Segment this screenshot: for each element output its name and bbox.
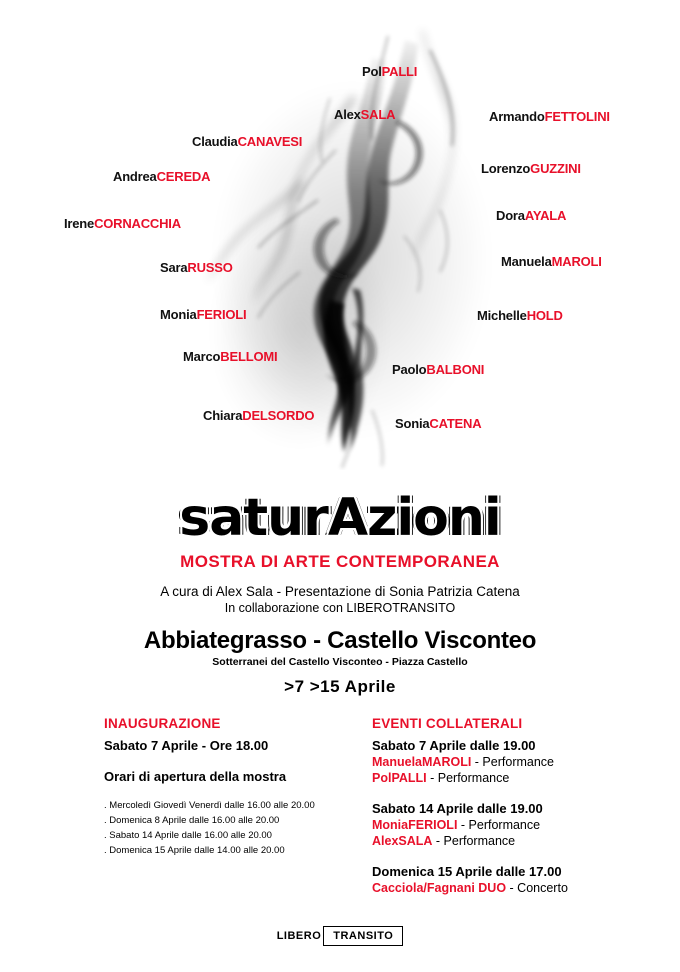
footer-logo-word-libero: LIBERO — [276, 930, 322, 942]
performer-first-name: Monia — [372, 818, 409, 832]
performer-first-name: Alex — [372, 834, 399, 848]
performer-role: - Performance — [457, 818, 541, 832]
artist-name — [362, 64, 417, 79]
artist-last-name: FERIOLI — [196, 307, 247, 322]
performer-role: - Performance — [426, 771, 510, 785]
artist-name — [160, 260, 233, 275]
main-title-wrap — [179, 488, 501, 548]
performer-last-name: MAROLI — [422, 755, 472, 769]
artist-last-name: CANAVESI — [237, 134, 303, 149]
artist-name — [481, 161, 581, 176]
opening-hours-item: . Domenica 15 Aprile dalle 14.00 alle 20.00 — [104, 845, 285, 856]
side-events-column — [372, 716, 652, 895]
artist-name — [183, 349, 277, 364]
event-performer — [372, 771, 652, 785]
artist-first-name: Paolo — [392, 362, 427, 377]
artist-name — [203, 408, 314, 423]
artist-last-name: GUZZINI — [530, 161, 581, 176]
artist-first-name: Andrea — [113, 169, 157, 184]
event-performer — [372, 755, 652, 769]
side-events-heading: EVENTI COLLATERALI — [372, 716, 523, 731]
artist-first-name: Claudia — [192, 134, 238, 149]
artist-name — [477, 308, 563, 323]
artist-last-name: CATENA — [429, 416, 482, 431]
artist-name — [392, 362, 484, 377]
smoke-illustration — [0, 0, 680, 470]
venue-address: Sotterranei del Castello Visconteo - Piazza Castello — [212, 656, 468, 668]
performer-last-name: FERIOLI — [408, 818, 458, 832]
event-performer — [372, 818, 652, 832]
artist-first-name: Manuela — [501, 254, 552, 269]
inauguration-column — [104, 716, 354, 858]
artist-last-name: FETTOLINI — [544, 109, 610, 124]
artist-first-name: Sara — [160, 260, 188, 275]
artist-name — [489, 109, 610, 124]
artist-last-name: BALBONI — [426, 362, 485, 377]
subtitle: MOSTRA DI ARTE CONTEMPORANEA — [180, 552, 500, 571]
page-title: saturAzioni — [179, 488, 501, 548]
opening-hours-item: . Domenica 8 Aprile dalle 16.00 alle 20.00 — [104, 815, 280, 826]
artist-first-name: Monia — [160, 307, 197, 322]
performer-role: - Performance — [471, 755, 554, 769]
artist-name — [160, 307, 246, 322]
event-date: Sabato 14 Aprile dalle 19.00 — [372, 801, 543, 816]
artist-first-name: Sonia — [395, 416, 430, 431]
event-performer — [372, 834, 652, 848]
smoke-artwork — [0, 0, 680, 470]
event-performer — [372, 881, 652, 895]
artist-name — [334, 107, 395, 122]
opening-hours-title: Orari di apertura della mostra — [104, 769, 287, 784]
performer-role: - Concerto — [506, 881, 568, 895]
performer-role: - Performance — [432, 834, 516, 848]
performer-last-name: SALA — [398, 834, 433, 848]
collaboration: In collaborazione con LIBEROTRANSITO — [224, 601, 456, 615]
artist-first-name: Marco — [183, 349, 221, 364]
inauguration-opening: Sabato 7 Aprile - Ore 18.00 — [104, 738, 269, 753]
artist-name — [113, 169, 210, 184]
opening-hours-item: . Sabato 14 Aprile dalle 16.00 alle 20.00 — [104, 830, 272, 841]
artist-last-name: RUSSO — [187, 260, 233, 275]
artist-first-name: Chiara — [203, 408, 243, 423]
performer-first-name: Cacciola/Fagnani — [372, 881, 479, 895]
title-block — [0, 488, 680, 697]
opening-hours-item: . Mercoledì Giovedì Venerdì dalle 16.00 alle 20.00 — [104, 800, 315, 811]
performer-first-name: Manuela — [372, 755, 423, 769]
performer-last-name: PALLI — [391, 771, 427, 785]
artist-first-name: Lorenzo — [481, 161, 531, 176]
event-dates: >7 >15 Aprile — [284, 677, 396, 696]
venue-name: Abbiategrasso - Castello Visconteo — [143, 627, 537, 654]
performer-last-name: DUO — [478, 881, 507, 895]
artist-last-name: PALLI — [381, 64, 418, 79]
artist-last-name: AYALA — [524, 208, 567, 223]
artist-last-name: DELSORDO — [242, 408, 315, 423]
artist-first-name: Michelle — [477, 308, 527, 323]
artist-first-name: Dora — [496, 208, 525, 223]
event-date: Domenica 15 Aprile dalle 17.00 — [372, 864, 562, 879]
curated-by: A cura di Alex Sala - Presentazione di Sonia Patrizia Catena — [160, 584, 520, 599]
opening-hours-list — [104, 798, 354, 858]
artist-last-name: HOLD — [526, 308, 563, 323]
inauguration-heading: INAUGURAZIONE — [104, 716, 221, 731]
event-date: Sabato 7 Aprile dalle 19.00 — [372, 738, 536, 753]
artist-last-name: CEREDA — [156, 169, 211, 184]
artist-last-name: MAROLI — [551, 254, 602, 269]
artist-last-name: BELLOMI — [220, 349, 278, 364]
artist-name — [64, 216, 181, 231]
artist-name — [192, 134, 302, 149]
artist-name — [496, 208, 566, 223]
artist-last-name: SALA — [360, 107, 396, 122]
footer-logo-word-transito: TRANSITO — [323, 926, 403, 946]
artist-first-name: Armando — [489, 109, 545, 124]
performer-first-name: Pol — [372, 771, 392, 785]
artist-first-name: Irene — [64, 216, 95, 231]
footer-logo — [0, 926, 680, 946]
artist-name — [395, 416, 481, 431]
artist-first-name: Alex — [334, 107, 361, 122]
artist-name — [501, 254, 602, 269]
artist-last-name: CORNACCHIA — [94, 216, 181, 231]
artist-first-name: Pol — [362, 64, 382, 79]
